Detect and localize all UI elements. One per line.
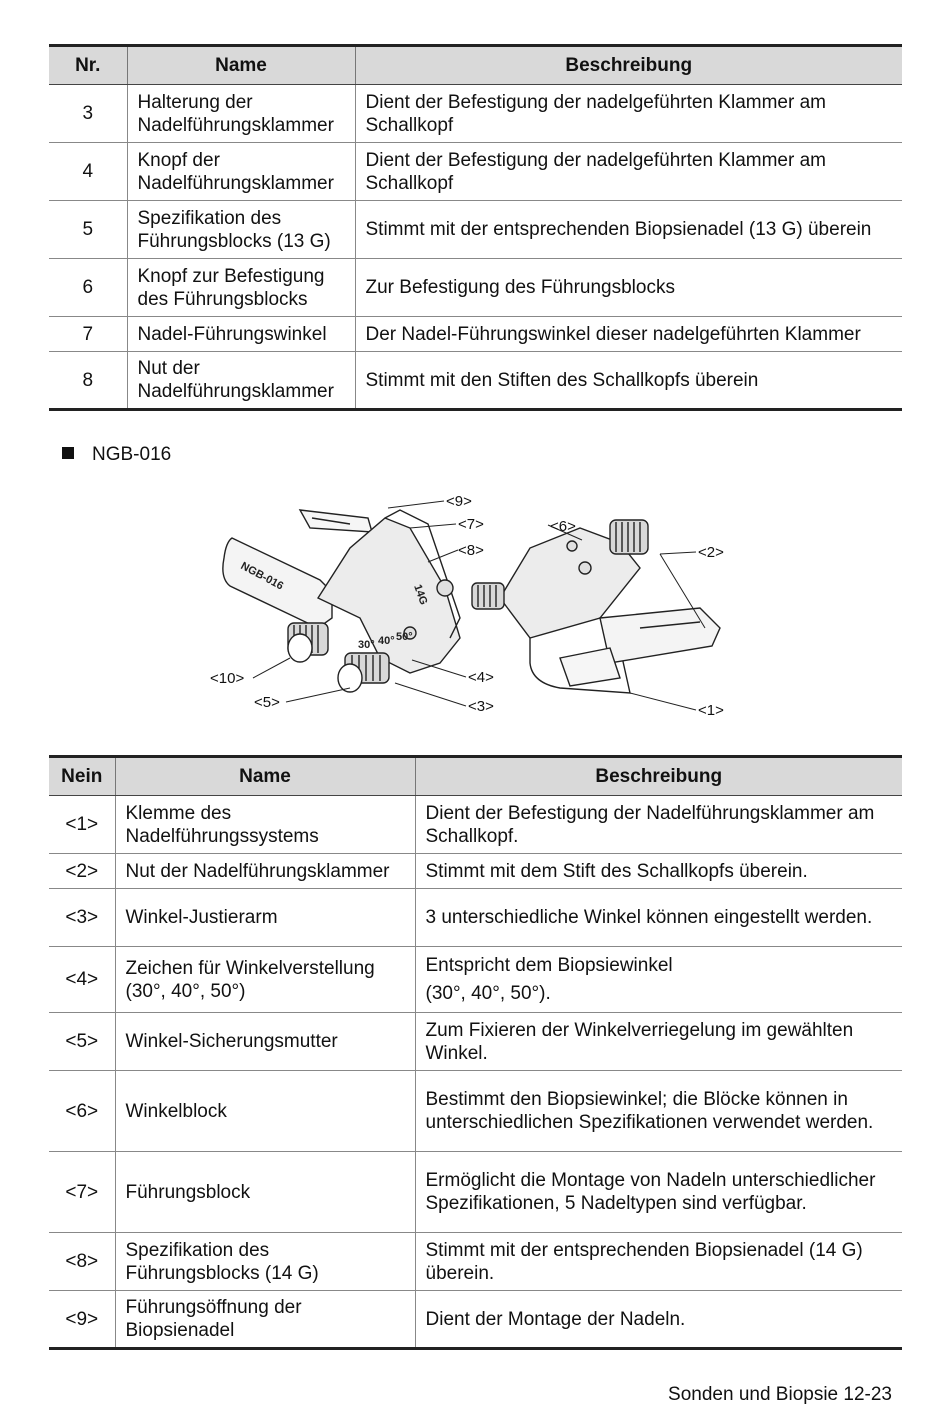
bullet-square-icon xyxy=(62,447,74,459)
callout-1: <1> xyxy=(698,702,724,719)
cell-name: Klemme des Nadelführungssystems xyxy=(115,796,415,854)
callout-3: <3> xyxy=(468,698,494,715)
knob-icon xyxy=(288,623,328,662)
cell-description: Dient der Befestigung der nadelgeführten Klammer am Schallkopf xyxy=(355,143,902,201)
table-row xyxy=(49,854,902,889)
callout-6: <6> xyxy=(550,518,576,535)
cell-description: 3 unterschiedliche Winkel können eingestellt werden. xyxy=(415,889,902,947)
callout-2: <2> xyxy=(698,544,724,561)
bracket-illustration xyxy=(200,488,750,728)
table-row xyxy=(49,201,902,259)
table-row xyxy=(49,1013,902,1071)
column-header-nein: Nein xyxy=(49,757,115,796)
callout-7: <7> xyxy=(458,516,484,533)
table-header-row xyxy=(49,46,902,85)
cell-name: Führungsblock xyxy=(115,1152,415,1233)
angle-marking-40: 40° xyxy=(378,635,395,647)
cell-description: Bestimmt den Biopsiewinkel; die Blöcke können in unterschiedlichen Spezifikationen verwendet werden. xyxy=(415,1071,902,1152)
cell-description: Stimmt mit der entsprechenden Biopsienadel (14 G) überein. xyxy=(415,1233,902,1291)
page-footer: Sonden und Biopsie 12-23 xyxy=(668,1384,892,1405)
table-row xyxy=(49,259,902,317)
cell-name: Zeichen für Winkelverstellung (30°, 40°, 50°) xyxy=(115,947,415,1013)
cell-number: <6> xyxy=(49,1071,115,1152)
column-header-name: Name xyxy=(127,46,355,85)
cell-description: Entspricht dem Biopsiewinkel (30°, 40°, 50°). xyxy=(415,947,902,1013)
table-row xyxy=(49,143,902,201)
device-model-marking: NGB-016 xyxy=(238,560,286,593)
cell-number: 3 xyxy=(49,85,127,143)
callout-9: <9> xyxy=(446,493,472,510)
table-row xyxy=(49,947,902,1013)
cell-number: 6 xyxy=(49,259,127,317)
table-row xyxy=(49,85,902,143)
cell-number: 8 xyxy=(49,352,127,410)
device-gauge-marking: 14G xyxy=(411,582,430,607)
column-header-description: Beschreibung xyxy=(415,757,902,796)
cell-number: <7> xyxy=(49,1152,115,1233)
cell-description: Stimmt mit dem Stift des Schallkopfs überein. xyxy=(415,854,902,889)
cell-description: Zum Fixieren der Winkelverriegelung im gewählten Winkel. xyxy=(415,1013,902,1071)
cell-description: Dient der Montage der Nadeln. xyxy=(415,1291,902,1349)
cell-name: Spezifikation des Führungsblocks (14 G) xyxy=(115,1233,415,1291)
column-header-nr: Nr. xyxy=(49,46,127,85)
section-heading xyxy=(62,444,171,466)
parts-table-1 xyxy=(49,44,902,411)
callout-5: <5> xyxy=(254,694,280,711)
section-title: NGB-016 xyxy=(92,444,172,465)
cell-description: Ermöglicht die Montage von Nadeln unterschiedlicher Spezifikationen, 5 Nadeltypen sind verfügbar. xyxy=(415,1152,902,1233)
cell-description: Dient der Befestigung der Nadelführungsklammer am Schallkopf. xyxy=(415,796,902,854)
cell-name: Knopf der Nadelführungsklammer xyxy=(127,143,355,201)
cell-name: Winkel-Justierarm xyxy=(115,889,415,947)
column-header-name: Name xyxy=(115,757,415,796)
cell-name: Winkelblock xyxy=(115,1071,415,1152)
table-row xyxy=(49,317,902,352)
cell-number: <1> xyxy=(49,796,115,854)
cell-description: Der Nadel-Führungswinkel dieser nadelgeführten Klammer xyxy=(355,317,902,352)
cell-number: 5 xyxy=(49,201,127,259)
cell-description: Zur Befestigung des Führungsblocks xyxy=(355,259,902,317)
cell-number: <2> xyxy=(49,854,115,889)
table-row xyxy=(49,1291,902,1349)
cell-number: 4 xyxy=(49,143,127,201)
cell-number: 7 xyxy=(49,317,127,352)
cell-name: Nadel-Führungswinkel xyxy=(127,317,355,352)
table-row xyxy=(49,1152,902,1233)
callout-10: <10> xyxy=(210,670,245,687)
parts-table-2 xyxy=(49,755,902,1350)
table-header-row xyxy=(49,757,902,796)
ngb-016-diagram xyxy=(200,488,750,728)
cell-number: <5> xyxy=(49,1013,115,1071)
cell-number: <9> xyxy=(49,1291,115,1349)
cell-name: Nut der Nadelführungsklammer xyxy=(127,352,355,410)
callout-8: <8> xyxy=(458,542,484,559)
cell-name: Nut der Nadelführungsklammer xyxy=(115,854,415,889)
table-row xyxy=(49,1071,902,1152)
cell-name: Knopf zur Befestigung des Führungsblocks xyxy=(127,259,355,317)
table-row xyxy=(49,352,902,410)
angle-marking-30: 30° xyxy=(358,639,375,651)
cell-description: Dient der Befestigung der nadelgeführten Klammer am Schallkopf xyxy=(355,85,902,143)
cell-name: Führungsöffnung der Biopsienadel xyxy=(115,1291,415,1349)
callout-4: <4> xyxy=(468,669,494,686)
cell-number: <3> xyxy=(49,889,115,947)
cell-number: <8> xyxy=(49,1233,115,1291)
cell-name: Winkel-Sicherungsmutter xyxy=(115,1013,415,1071)
table-row xyxy=(49,889,902,947)
angle-marking-50: 50° xyxy=(396,631,413,643)
cell-description: Stimmt mit den Stiften des Schallkopfs überein xyxy=(355,352,902,410)
cell-description: Stimmt mit der entsprechenden Biopsienadel (13 G) überein xyxy=(355,201,902,259)
table-row xyxy=(49,1233,902,1291)
column-header-description: Beschreibung xyxy=(355,46,902,85)
table-row xyxy=(49,796,902,854)
cell-name: Spezifikation des Führungsblocks (13 G) xyxy=(127,201,355,259)
cell-number: <4> xyxy=(49,947,115,1013)
cell-name: Halterung der Nadelführungsklammer xyxy=(127,85,355,143)
